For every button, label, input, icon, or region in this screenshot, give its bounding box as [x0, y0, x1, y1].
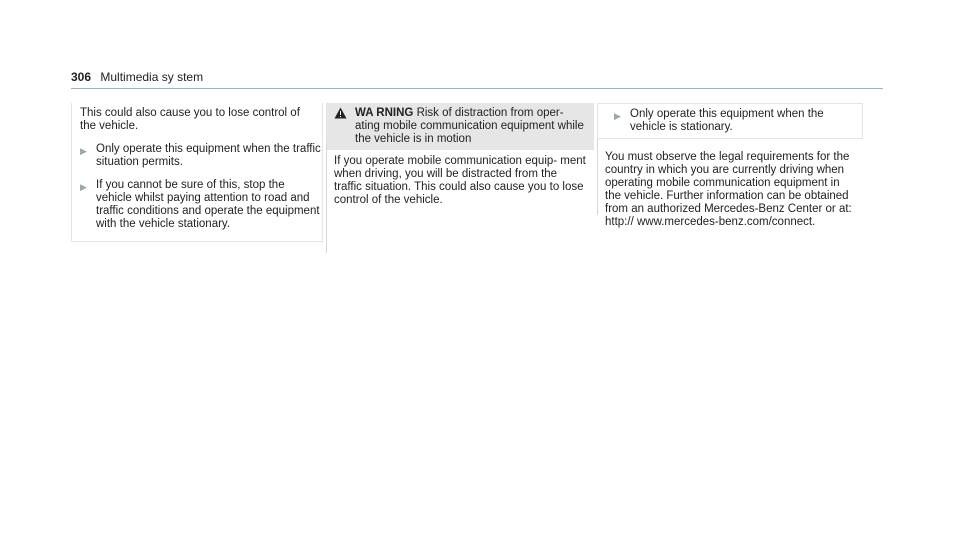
column-middle: [326, 103, 594, 207]
instruction-step: [606, 108, 854, 134]
warning-triangle-icon: [334, 107, 347, 119]
step-text: Only operate this equipment when the vehicle is stationary.: [630, 108, 824, 133]
play-arrow-icon: ▶: [80, 146, 87, 156]
play-arrow-icon: ▶: [80, 182, 87, 192]
warning-header: [326, 103, 594, 150]
step-text: Only operate this equipment when the traffic situation permits.: [96, 143, 321, 168]
page-number: 306: [71, 70, 92, 84]
play-arrow-icon: ▶: [614, 111, 621, 121]
instruction-box: [597, 103, 863, 139]
step-text: If you cannot be sure of this, stop the vehicle whilst paying attention to road and traffic conditions and operate the equipment with the vehicle stationary.: [96, 179, 320, 230]
column-left: [71, 103, 323, 242]
instruction-step: [72, 179, 322, 239]
warning-title: Risk of distraction from oper- ating mobile communication equipment while the vehicle is in motion: [355, 107, 584, 145]
column-right: [597, 103, 863, 229]
body-paragraph: You must observe the legal requirements for the country in which you are currently driving when operating mobile communication equipment in the vehicle. Further information can be obtained from an authorized Mercedes-Benz Center or at: http:// www.mercedes-benz.com/connect.: [605, 151, 852, 228]
warning-body: If you operate mobile communication equip- ment when driving, you will be distracted from the traffic situation. This could also cause you to lose control of the vehicle.: [334, 155, 586, 206]
warning-border: [326, 143, 327, 253]
instruction-box: [71, 103, 323, 239]
intro-text: This could also cause you to lose control of the vehicle.: [80, 107, 300, 132]
box-bottom: [71, 239, 323, 242]
header-divider: [71, 88, 883, 89]
instruction-step: [72, 143, 322, 169]
section-title: Multimedia sy stem: [100, 70, 204, 84]
page-header: [71, 70, 203, 84]
warning-label: WA RNING: [355, 107, 414, 119]
column-border: [597, 139, 598, 215]
